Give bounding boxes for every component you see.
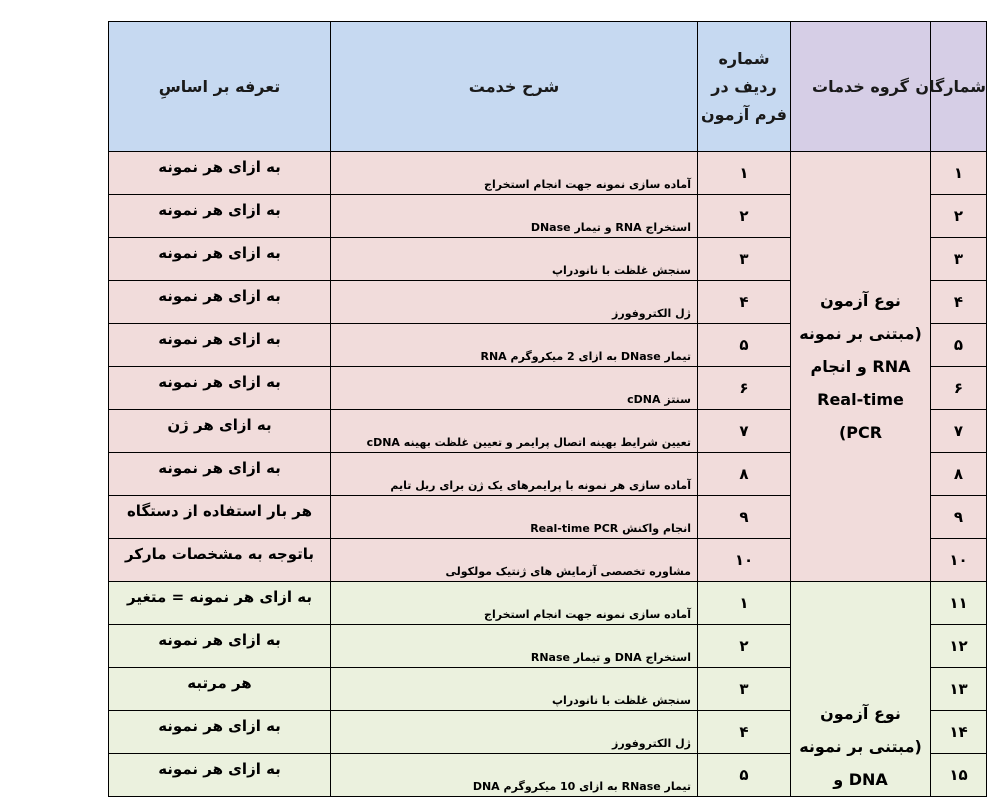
table-row [109,582,987,625]
header-tariff: تعرفه بر اساسِ [109,22,331,152]
group-label: نوع آزمون (مبتنی بر نمونه RNA و انجام Real-time PCR) [799,291,922,442]
form-row-number: ۶ [698,367,791,410]
form-row-number: ۴ [698,281,791,324]
row-number: ۳ [931,238,987,281]
form-row-number: ۱ [698,152,791,195]
service-description: سنتز cDNA [331,367,698,410]
header-row [109,22,987,152]
form-row-number: ۳ [698,668,791,711]
tariff-basis: به ازای هر نمونه [109,711,331,754]
service-description: سنجش غلظت با نانودراپ [331,238,698,281]
row-number: ۱۲ [931,625,987,668]
form-row-number: ۴ [698,711,791,754]
row-number: ۱۰ [931,539,987,582]
tariff-basis: به ازای هر نمونه [109,152,331,195]
tariff-basis: باتوجه به مشخصات مارکر [109,539,331,582]
form-row-number: ۲ [698,625,791,668]
tariff-basis: به ازای هر نمونه [109,324,331,367]
tariff-basis: به ازای هر نمونه [109,754,331,797]
tariff-basis: به ازای هر نمونه [109,195,331,238]
form-row-number: ۹ [698,496,791,539]
service-description: تعیین شرایط بهینه اتصال پرایمر و تعیین غلظت بهینه cDNA [331,410,698,453]
row-number: ۱۱ [931,582,987,625]
header-number: شمارگان [931,22,987,152]
service-description: آماده سازی نمونه جهت انجام استخراج [331,152,698,195]
tariff-basis: به ازای هر نمونه [109,625,331,668]
form-row-number: ۷ [698,410,791,453]
tariff-basis: هر بار استفاده از دستگاه [109,496,331,539]
row-number: ۷ [931,410,987,453]
service-description: انجام واکنش Real-time PCR [331,496,698,539]
service-description: تیمار DNase به ازای 2 میکروگرم RNA [331,324,698,367]
service-description: استخراج RNA و تیمار DNase [331,195,698,238]
header-description: شرح خدمت [331,22,698,152]
tariff-basis: هر مرتبه [109,668,331,711]
services-table-container [108,21,986,793]
service-group-rna [791,152,931,582]
form-row-number: ۱۰ [698,539,791,582]
service-description: تیمار RNase به ازای 10 میکروگرم DNA [331,754,698,797]
row-number: ۶ [931,367,987,410]
service-description: استخراج DNA و تیمار RNase [331,625,698,668]
row-number: ۱۴ [931,711,987,754]
group-label: نوع آزمون (مبتنی بر نمونه DNA و [799,704,922,789]
service-description: ژل الکتروفورز [331,281,698,324]
row-number: ۴ [931,281,987,324]
form-row-number: ۱ [698,582,791,625]
form-row-number: ۳ [698,238,791,281]
services-table [108,21,987,797]
service-description: آماده سازی نمونه جهت انجام استخراج [331,582,698,625]
header-form-row: شماره ردیف در فرم آزمون [698,22,791,152]
service-description: ژل الکتروفورز [331,711,698,754]
tariff-basis: به ازای هر نمونه [109,453,331,496]
form-row-number: ۸ [698,453,791,496]
form-row-number: ۵ [698,324,791,367]
service-group-dna [791,582,931,797]
tariff-basis: به ازای هر نمونه [109,238,331,281]
tariff-basis: به ازای هر نمونه [109,367,331,410]
row-number: ۱۵ [931,754,987,797]
row-number: ۱ [931,152,987,195]
service-description: مشاوره تخصصی آزمایش های ژنتیک مولکولی [331,539,698,582]
service-description: آماده سازی هر نمونه با پرایمرهای یک ژن برای ریل تایم [331,453,698,496]
row-number: ۸ [931,453,987,496]
row-number: ۲ [931,195,987,238]
tariff-basis: به ازای هر نمونه = متغیر [109,582,331,625]
row-number: ۹ [931,496,987,539]
tariff-basis: به ازای هر ژن [109,410,331,453]
service-description: سنجش غلظت با نانودراپ [331,668,698,711]
row-number: ۵ [931,324,987,367]
tariff-basis: به ازای هر نمونه [109,281,331,324]
form-row-number: ۲ [698,195,791,238]
header-group: گروه خدمات [791,22,931,152]
table-row [109,152,987,195]
form-row-number: ۵ [698,754,791,797]
row-number: ۱۳ [931,668,987,711]
